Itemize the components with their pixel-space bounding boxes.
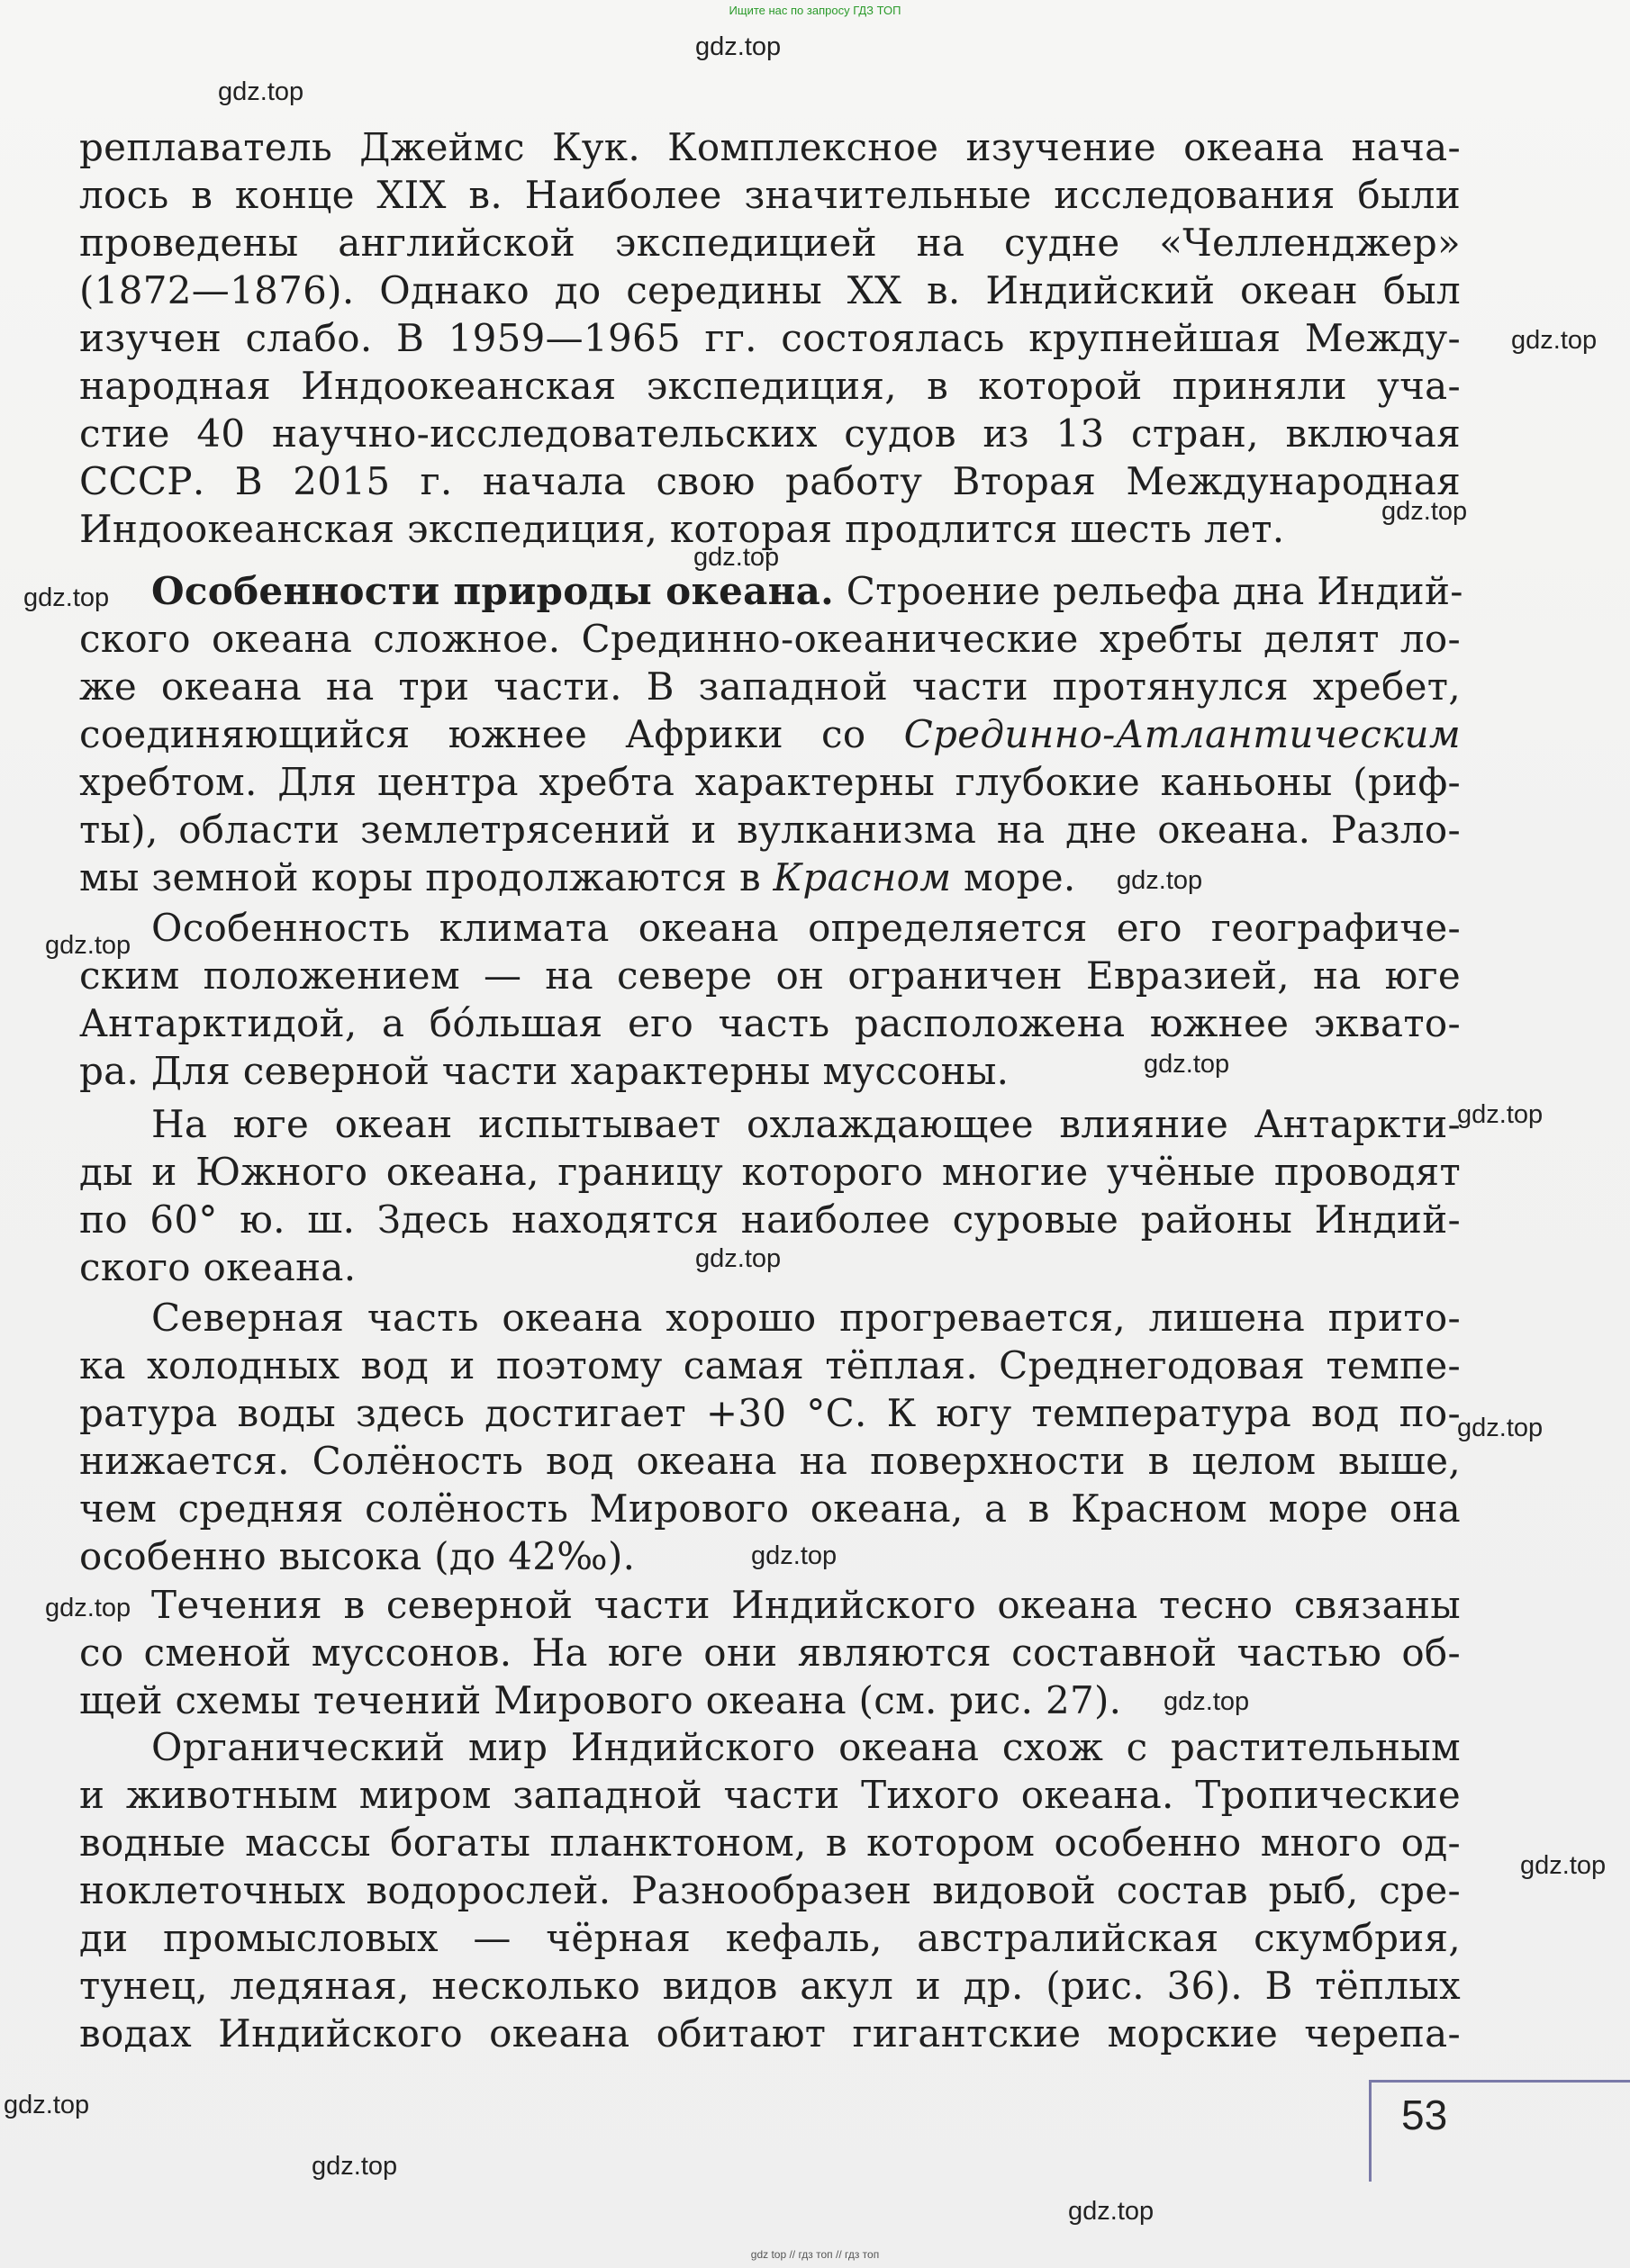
paragraph-currents xyxy=(79,1581,1461,1724)
watermark: gdz.top xyxy=(1381,497,1468,526)
text-line: Особенность климата океана определяется его географиче- xyxy=(151,906,1461,950)
footer-banner[interactable]: gdz top // гдз топ // гдз топ xyxy=(750,2248,880,2261)
text-line: Северная часть океана хорошо прогревается, лишена прито- xyxy=(151,1296,1461,1340)
watermark: gdz.top xyxy=(1117,866,1203,895)
text-line: ским положением — на севере он ограничен Евразией, на юге xyxy=(79,953,1461,998)
text-line: по 60° ю. ш. Здесь находятся наиболее суровые районы Индий- xyxy=(79,1197,1461,1242)
text-line: Органический мир Индийского океана схож с растительным xyxy=(151,1725,1461,1769)
watermark: gdz.top xyxy=(1457,1100,1544,1129)
text-line: СССР. В 2015 г. начала свою работу Вторая Международная xyxy=(79,459,1461,503)
text-line: особенно высока (до 42‰). xyxy=(79,1534,636,1578)
text-line: ского океана. xyxy=(79,1245,357,1289)
text-line: тунец, ледяная, несколько видов акул и др. (рис. 36). В тёплых xyxy=(79,1964,1461,2008)
watermark: gdz.top xyxy=(1520,1851,1607,1880)
text-line: же океана на три части. В западной части протянулся хребет, xyxy=(79,664,1461,709)
watermark: gdz.top xyxy=(1457,1414,1544,1442)
section-heading: Особенности природы океана. xyxy=(151,569,835,613)
paragraph-organic-world xyxy=(79,1723,1461,2057)
text-line: Антарктидой, а бóльшая его часть расположена южнее эквато- xyxy=(79,1001,1461,1045)
text-line: щей схемы течений Мирового океана (см. рис. 27). xyxy=(79,1678,1122,1722)
text-line: ра. Для северной части характерны муссоны. xyxy=(79,1049,1010,1093)
text-line: ты), области землетрясений и вулканизма на дне океана. Разло- xyxy=(79,808,1461,852)
text-line: со сменой муссонов. На юге они являются составной частью об- xyxy=(79,1631,1461,1675)
text-line: На юге океан испытывает охлаждающее влияние Антаркти- xyxy=(151,1102,1461,1146)
watermark: gdz.top xyxy=(693,543,780,572)
text-line: чем средняя солёность Мирового океана, а в Красном море она xyxy=(79,1486,1461,1531)
paragraph-nature-features xyxy=(79,567,1461,901)
watermark: gdz.top xyxy=(45,931,131,960)
text-fragment: море. xyxy=(951,855,1076,899)
text-line: ратура воды здесь достигает +30 °С. К югу температура вод по- xyxy=(79,1391,1461,1435)
text-line: изучен слабо. В 1959—1965 гг. состоялась крупнейшая Между- xyxy=(79,316,1461,360)
text-fragment: мы земной коры продолжаются в xyxy=(79,855,774,899)
text-line xyxy=(79,854,1461,901)
paragraph-temperature xyxy=(79,1294,1461,1580)
header-banner[interactable]: Ищите нас по запросу ГДЗ ТОП xyxy=(729,4,901,17)
watermark: gdz.top xyxy=(1164,1687,1250,1716)
text-line: водные массы богаты планктоном, в котором особенно много од- xyxy=(79,1821,1461,1865)
italic-term: Срединно-Атлантическим xyxy=(903,712,1461,756)
text-line: Индоокеанская экспедиция, которая продлится шесть лет. xyxy=(79,507,1285,551)
italic-term: Красном xyxy=(773,855,952,899)
watermark: gdz.top xyxy=(45,1594,131,1622)
text-line: стие 40 научно-исследовательских судов из 13 стран, включая xyxy=(79,411,1461,456)
text-line xyxy=(79,567,1461,615)
watermark: gdz.top xyxy=(1068,2197,1155,2226)
watermark: gdz.top xyxy=(751,1541,838,1570)
watermark: gdz.top xyxy=(218,77,304,106)
text-line: водах Индийского океана обитают гигантские морские черепа- xyxy=(79,2011,1461,2056)
text-line: нижается. Солёность вод океана на поверхности в целом выше, xyxy=(79,1439,1461,1483)
watermark: gdz.top xyxy=(1144,1050,1230,1079)
text-line: ноклеточных водорослей. Разнообразен видовой состав рыб, сре- xyxy=(79,1868,1461,1912)
watermark: gdz.top xyxy=(4,2091,90,2119)
text-line: проведены английской экспедицией на судне «Челленджер» xyxy=(79,221,1461,265)
watermark: gdz.top xyxy=(695,1244,782,1273)
watermark: gdz.top xyxy=(312,2152,398,2181)
text-line: ди промысловых — чёрная кефаль, австралийская скумбрия, xyxy=(79,1916,1461,1960)
text-line: ды и Южного океана, границу которого многие учёные проводят xyxy=(79,1150,1461,1194)
text-line: лось в конце XIX в. Наиболее значительные исследования были xyxy=(79,173,1461,217)
text-line: (1872—1876). Однако до середины XX в. Индийский океан был xyxy=(79,268,1461,312)
text-line: и животным миром западной части Тихого океана. Тропические xyxy=(79,1773,1461,1817)
watermark: gdz.top xyxy=(23,583,110,612)
text-fragment: соединяющийся южнее Африки со xyxy=(79,712,904,756)
text-line xyxy=(79,710,1461,758)
page-number: 53 xyxy=(1401,2092,1448,2138)
watermark: gdz.top xyxy=(1511,326,1598,355)
paragraph-history xyxy=(79,123,1461,553)
text-line: ского океана сложное. Срединно-океанические хребты делят ло- xyxy=(79,617,1461,661)
text-line: народная Индоокеанская экспедиция, в которой приняли уча- xyxy=(79,364,1461,408)
text-line: Течения в северной части Индийского океана тесно связаны xyxy=(151,1583,1461,1627)
paragraph-climate xyxy=(79,904,1461,1095)
watermark: gdz.top xyxy=(695,32,782,61)
text-line: хребтом. Для центра хребта характерны глубокие каньоны (риф- xyxy=(79,760,1461,804)
text-fragment: Строение рельефа дна Индий- xyxy=(834,569,1463,613)
text-line: реплаватель Джеймс Кук. Комплексное изучение океана нача- xyxy=(79,125,1461,169)
text-line: ка холодных вод и поэтому самая тёплая. Среднегодовая темпе- xyxy=(79,1343,1461,1387)
